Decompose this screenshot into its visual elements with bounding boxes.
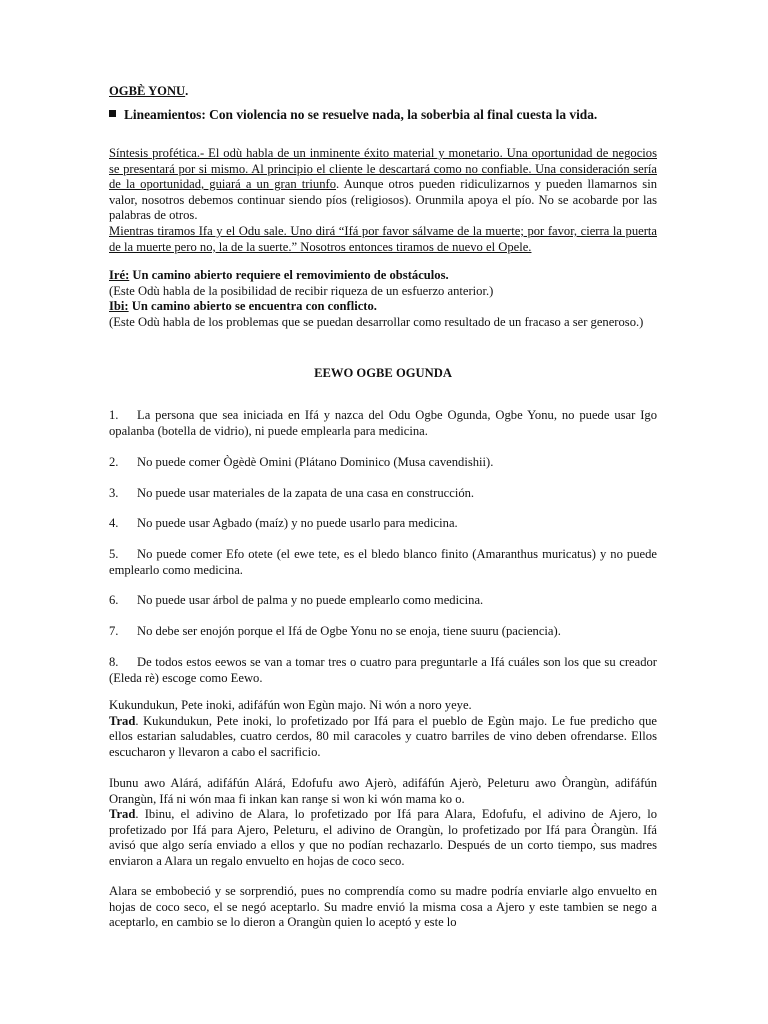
item-number: 4. xyxy=(109,516,119,530)
item-number: 8. xyxy=(109,655,119,669)
eewo-item-2 xyxy=(109,455,657,471)
ibi-note: (Este Odù habla de los problemas que se puedan desarrollar como resultado de un fracaso a ser generoso.) xyxy=(109,314,644,329)
verse-2-text: Ibunu awo Alárá, adifáfún Alárá, Edofufu awo Ajerò, adifáfún Ajerò, Peleturu awo Òrangùn, adifáfún Orangùn, Ifá ni wón maa fi inkan kan ranşe si won ki wón mama ko o. xyxy=(109,776,657,806)
section-title: EEWO OGBE OGUNDA xyxy=(314,366,452,380)
eewo-item-7 xyxy=(109,624,657,640)
item-text: No puede comer Efo otete (el ewe tete, es el bledo blanco finito (Amaranthus muricatus) y no puede emplearlo como medicina. xyxy=(109,547,657,577)
title-text: OGBÈ YONU xyxy=(109,84,186,98)
ibi-line xyxy=(109,299,657,315)
item-text: No debe ser enojón porque el Ifá de Ogbe Yonu no se enoja, tiene suuru (paciencia). xyxy=(137,624,561,638)
verse-2 xyxy=(109,776,657,870)
item-text: No puede usar Agbado (maíz) y no puede usarlo para medicina. xyxy=(137,516,458,530)
verse-1 xyxy=(109,698,657,760)
trad-label: Trad xyxy=(109,713,136,728)
lineamientos-bullet xyxy=(109,104,657,125)
item-text: De todos estos eewos se van a tomar tres o cuatro para preguntarle a Ifá cuáles son los que su creador (Eleda rè) escoge como Eewo. xyxy=(109,655,657,685)
eewo-item-1 xyxy=(109,408,657,439)
item-number: 5. xyxy=(109,547,119,561)
sintesis-underlined: Síntesis profética.- El odù habla de un inminente éxito material y monetario. Una oportunidad de negocios se presentará por si mismo. Al principio el cliente le descartará como no confiable. Una consideración sería de la oportunidad, guiará a un gran triunfo xyxy=(109,146,657,192)
ibi-text: Un camino abierto se encuentra con conflicto. xyxy=(128,299,377,314)
eewo-item-3 xyxy=(109,486,657,502)
trad-1 xyxy=(109,714,657,761)
title-period: . xyxy=(185,84,189,98)
ire-label: Iré: xyxy=(109,268,130,282)
mientras-text: Mientras tiramos Ifa y el Odu sale. Uno dirá “Ifá por favor sálvame de la muerte; por favor, cierra la puerta de la muerte pero no, la de la suerte.” Nosotros entonces tiramos de nuevo el Opele. xyxy=(109,224,657,254)
item-number: 7. xyxy=(109,624,119,638)
sintesis-rest: . Aunque otros pueden ridiculizarnos y pueden llamarnos sin valor, nosotros debemos continuar siendo píos (religiosos). Orunmila apoya el pío. No se acobarde por las palabras de otros. xyxy=(109,177,657,223)
ibi-label: Ibi: xyxy=(109,299,129,314)
item-number: 1. xyxy=(109,408,119,422)
document-title xyxy=(109,84,188,99)
item-number: 3. xyxy=(109,486,119,500)
eewo-item-8 xyxy=(109,655,657,686)
trad-1-text: . Kukundukun, Pete inoki, lo profetizado por Ifá para el pueblo de Egùn majo. Le fue predicho que ellos estarian saludables, cuatro cerdos, 80 mil caracoles y cuatro barriles de vino deben ofrendarse. Ellos escucharon y llevaron a cabo el sacrificio. xyxy=(109,713,657,759)
eewo-item-5 xyxy=(109,547,657,578)
verse-1-text: Kukundukun, Pete inoki, adifáfún won Egùn majo. Ni wón a noro yeye. xyxy=(109,698,472,712)
ire-text: Un camino abierto requiere el removimiento de obstáculos. xyxy=(129,268,449,282)
eewo-item-4 xyxy=(109,516,657,532)
mientras-paragraph xyxy=(109,224,657,255)
trad-2 xyxy=(109,807,657,869)
final-paragraph: Alara se embobeció y se sorprendió, pues no comprendía como su madre podría enviarle algo envuelto en hojas de coco seco, el se negó aceptarlo. Su madre envió la misma cosa a Ajero y este tambien se nego a aceptarlo, en cambio se lo dieron a Orangùn quien lo aceptó y este lo xyxy=(109,884,657,930)
ire-line xyxy=(109,268,657,284)
square-bullet-icon xyxy=(109,110,116,117)
item-number: 2. xyxy=(109,455,119,469)
lineamientos-text: Lineamientos: Con violencia no se resuelve nada, la soberbia al final cuesta la vida. xyxy=(124,107,598,122)
item-text: La persona que sea iniciada en Ifá y nazca del Odu Ogbe Ogunda, Ogbe Yonu, no puede usar Igo opalanba (botella de vidrio), ni puede emplearla para medicina. xyxy=(109,408,657,438)
ire-block xyxy=(109,268,657,330)
item-text: No puede usar materiales de la zapata de una casa en construcción. xyxy=(137,486,475,500)
trad-2-text: . Ibinu, el adivino de Alara, lo profetizado por Ifá para Alara, Edofufu, el adivino de Ajero, lo profetizado por Ifá para Ajero, Peleturu, el adivino de Orangùn, lo profetizado por Ifá para Òrangùn. Ifá avisó que algo sería enviado a ellos y que no podían rechazarlo. Después de un corto tiempo, sus madres enviaron a Alara un regalo envuelto en hojas de coco seco. xyxy=(109,807,657,868)
item-text: No puede comer Ògèdè Omini (Plátano Dominico (Musa cavendishii). xyxy=(137,455,494,469)
trad-label: Trad xyxy=(109,807,136,822)
item-text: No puede usar árbol de palma y no puede emplearlo como medicina. xyxy=(137,593,484,607)
sintesis-paragraph xyxy=(109,146,657,224)
eewo-item-6 xyxy=(109,593,657,609)
item-number: 6. xyxy=(109,593,119,607)
ire-note: (Este Odù habla de la posibilidad de recibir riqueza de un esfuerzo anterior.) xyxy=(109,283,494,298)
